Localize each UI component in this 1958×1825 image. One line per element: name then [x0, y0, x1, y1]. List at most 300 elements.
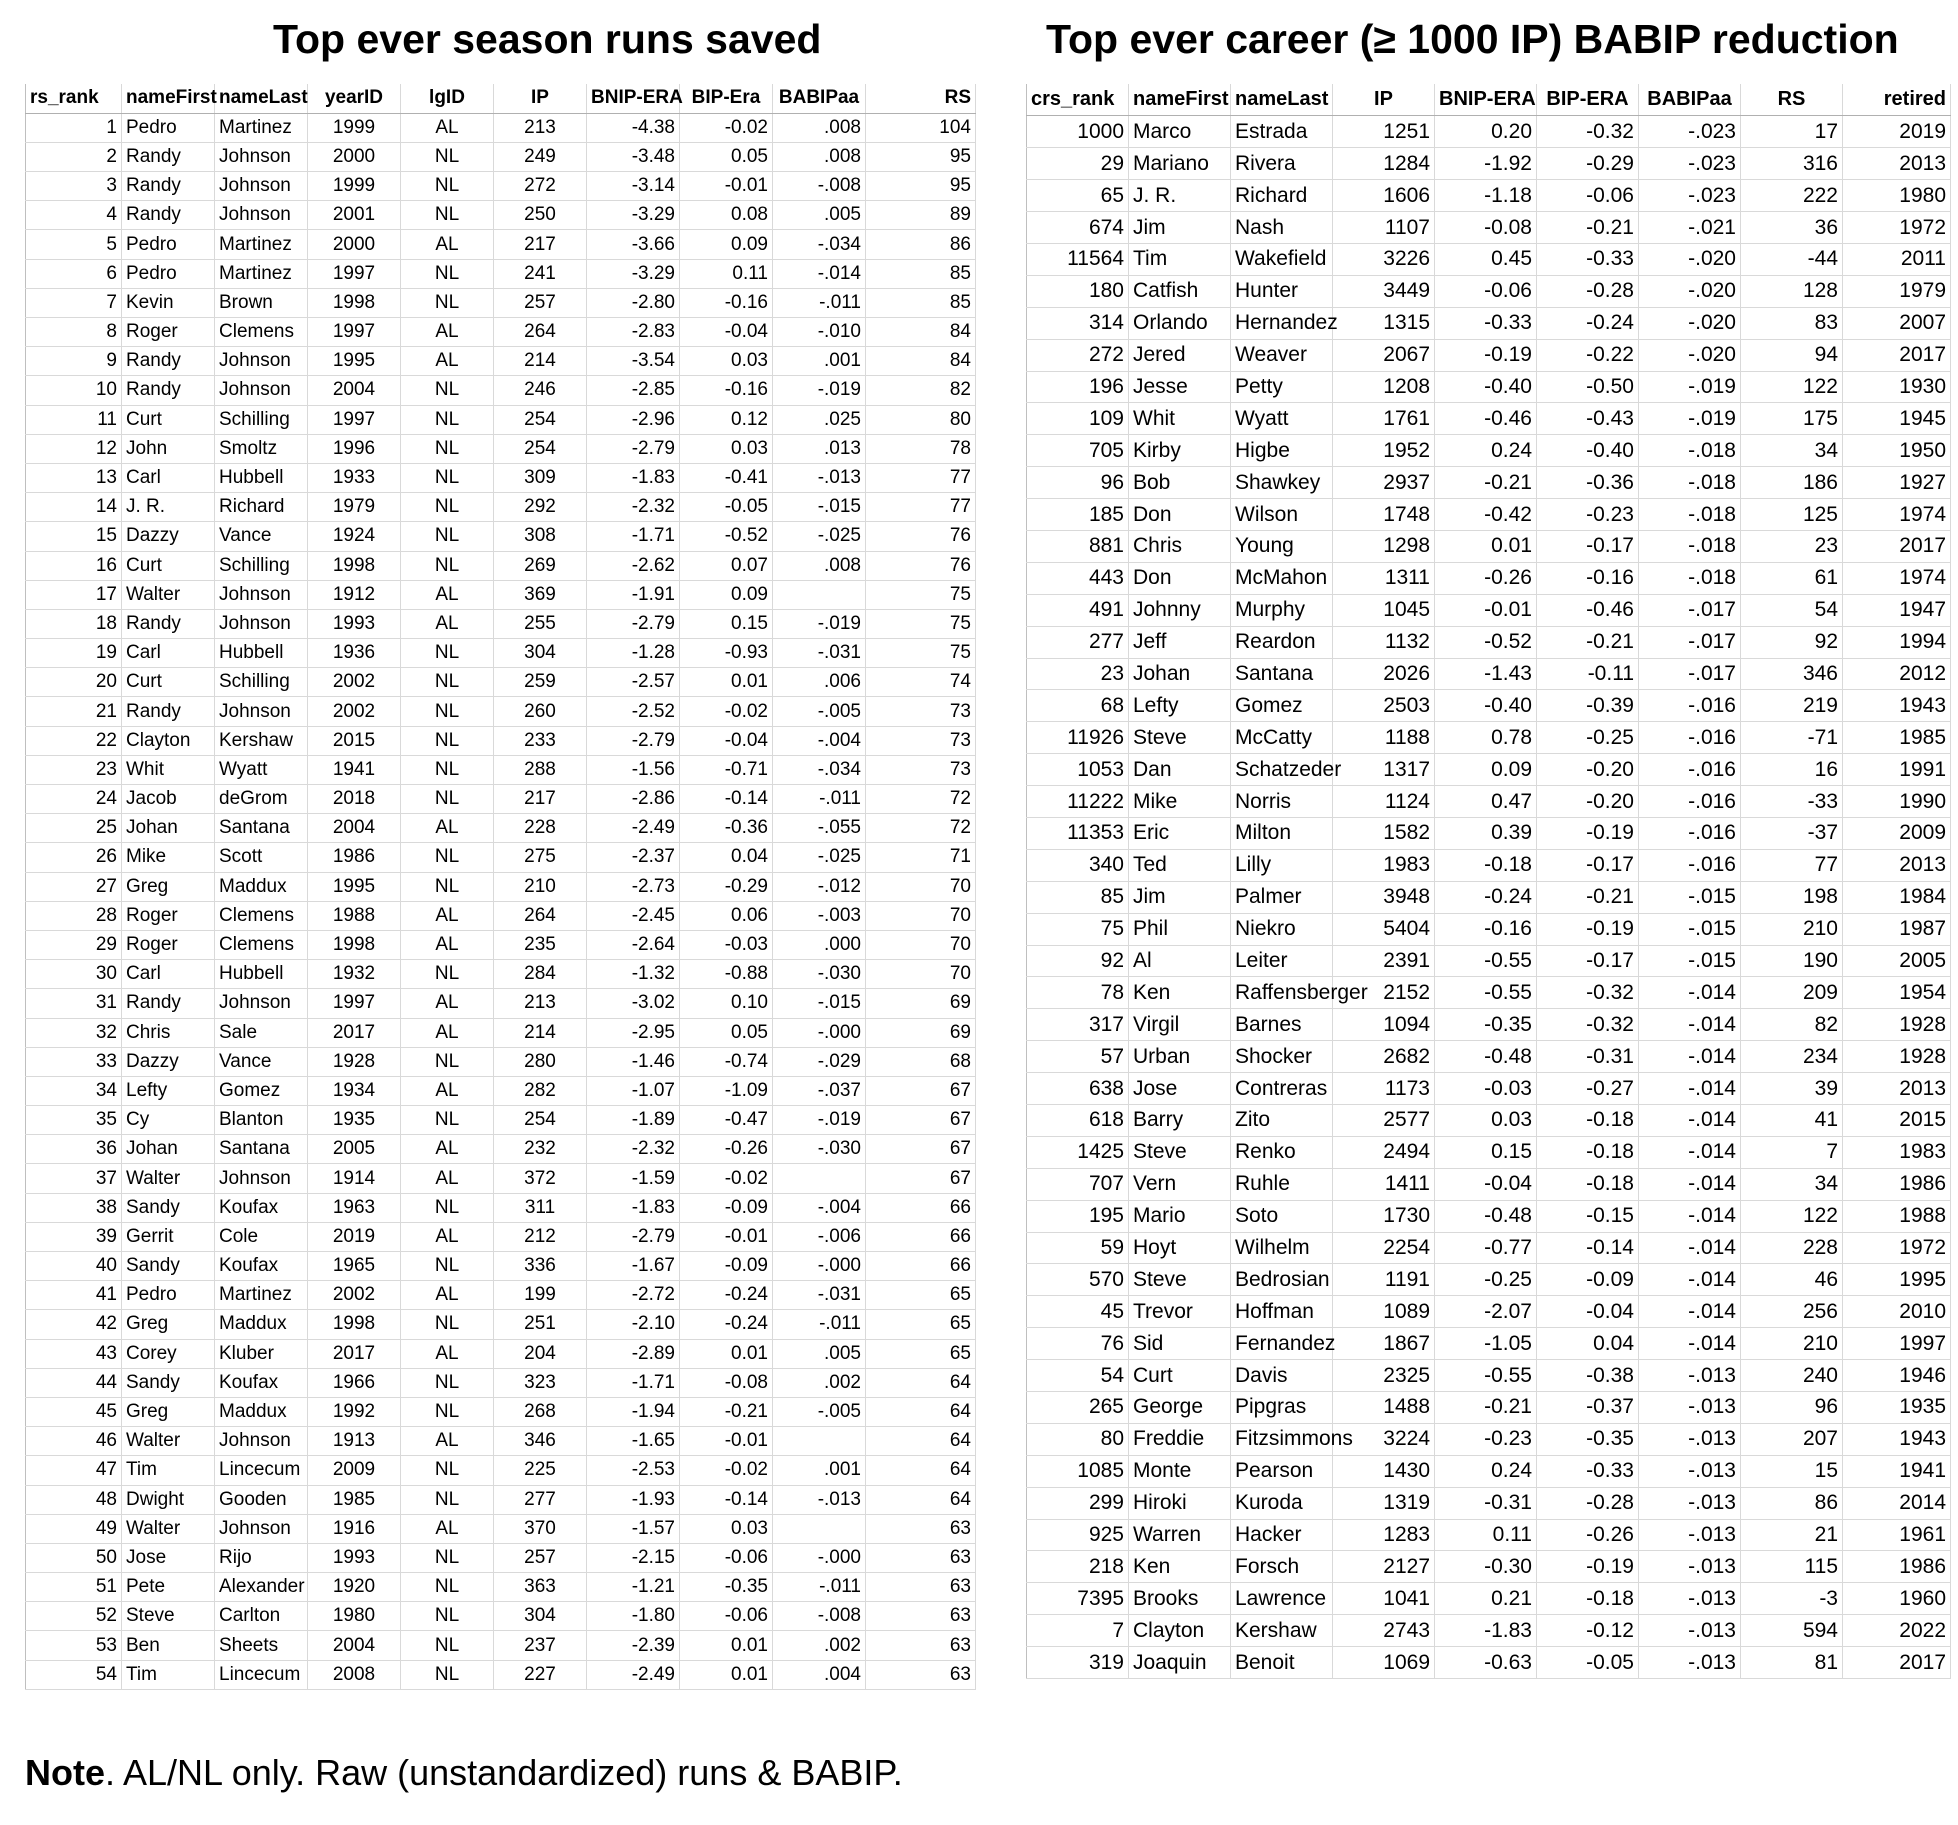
table-cell: -0.03	[1435, 1073, 1537, 1105]
table-cell: Estrada	[1231, 116, 1333, 148]
table-cell: -1.21	[587, 1573, 680, 1602]
table-cell: -0.02	[680, 1164, 773, 1193]
table-cell: -0.24	[1537, 307, 1639, 339]
table-cell: 76	[1027, 1328, 1129, 1360]
table-cell: McCatty	[1231, 722, 1333, 754]
table-cell: 2682	[1333, 1041, 1435, 1073]
table-cell: NL	[401, 1252, 494, 1281]
table-cell: AL	[401, 1135, 494, 1164]
table-row	[26, 639, 976, 668]
table-cell: AL	[401, 1427, 494, 1456]
table-cell: 17	[1741, 116, 1843, 148]
table-cell: Koufax	[215, 1252, 308, 1281]
table-cell: Vance	[215, 1047, 308, 1076]
table-cell: Roger	[122, 930, 215, 959]
table-row	[1027, 1455, 1951, 1487]
table-cell: -3.02	[587, 989, 680, 1018]
table-cell: Don	[1129, 499, 1231, 531]
table-cell: AL	[401, 113, 494, 142]
table-cell: NL	[401, 1573, 494, 1602]
table-row	[1027, 435, 1951, 467]
table-cell: 12	[26, 434, 122, 463]
table-cell: .008	[773, 113, 866, 142]
table-cell: Hoyt	[1129, 1232, 1231, 1264]
table-cell: 1053	[1027, 754, 1129, 786]
table-cell: -.037	[773, 1076, 866, 1105]
table-cell: 1927	[1843, 467, 1951, 499]
table-cell: 1124	[1333, 786, 1435, 818]
table-cell: 0.01	[1435, 530, 1537, 562]
table-cell: 7395	[1027, 1583, 1129, 1615]
table-cell: Eric	[1129, 817, 1231, 849]
table-cell: -2.49	[587, 814, 680, 843]
table-cell: Jim	[1129, 881, 1231, 913]
table-cell: 45	[1027, 1296, 1129, 1328]
table-cell: 1993	[308, 609, 401, 638]
table-cell: 41	[26, 1281, 122, 1310]
table-cell: -1.56	[587, 755, 680, 784]
table-cell: 1998	[308, 551, 401, 580]
table-row	[1027, 1615, 1951, 1647]
table-cell: -0.48	[1435, 1200, 1537, 1232]
table-cell: .005	[773, 1339, 866, 1368]
table-cell: 50	[26, 1543, 122, 1572]
table-cell: -1.80	[587, 1602, 680, 1631]
table-cell: Warren	[1129, 1519, 1231, 1551]
table-cell: -.055	[773, 814, 866, 843]
table-cell: -0.63	[1435, 1647, 1537, 1679]
column-header: nameFirst	[122, 84, 215, 113]
table-cell: 2004	[308, 376, 401, 405]
table-cell: -.010	[773, 318, 866, 347]
table-cell: 1920	[308, 1573, 401, 1602]
table-cell: 1995	[1843, 1264, 1951, 1296]
table-cell: 23	[26, 755, 122, 784]
table-cell: 0.20	[1435, 116, 1537, 148]
table-cell: NL	[401, 201, 494, 230]
table-cell: -2.15	[587, 1543, 680, 1572]
table-cell: -2.45	[587, 901, 680, 930]
table-cell: 14	[26, 493, 122, 522]
table-cell: 0.21	[1435, 1583, 1537, 1615]
table-cell: Jim	[1129, 212, 1231, 244]
table-cell: -1.71	[587, 522, 680, 551]
table-cell: 1188	[1333, 722, 1435, 754]
table-cell: -2.32	[587, 1135, 680, 1164]
table-cell: Carl	[122, 463, 215, 492]
table-cell: -3	[1741, 1583, 1843, 1615]
table-row	[26, 434, 976, 463]
table-cell: 255	[494, 609, 587, 638]
table-cell: Johnson	[215, 376, 308, 405]
table-cell: -0.21	[1537, 881, 1639, 913]
table-cell: 2743	[1333, 1615, 1435, 1647]
table-cell: 2004	[308, 1631, 401, 1660]
table-cell: 68	[1027, 690, 1129, 722]
table-cell: 36	[26, 1135, 122, 1164]
table-cell: 65	[1027, 180, 1129, 212]
table-cell: 1928	[1843, 1041, 1951, 1073]
table-cell: -0.55	[1435, 1360, 1537, 1392]
table-cell: 85	[866, 288, 976, 317]
table-cell: Vern	[1129, 1168, 1231, 1200]
table-cell: -.012	[773, 872, 866, 901]
table-cell: -44	[1741, 243, 1843, 275]
table-cell: 59	[1027, 1232, 1129, 1264]
table-cell: -0.08	[1435, 212, 1537, 244]
table-row	[26, 609, 976, 638]
table-cell: NL	[401, 463, 494, 492]
table-cell: 35	[26, 1106, 122, 1135]
table-cell: 84	[866, 318, 976, 347]
table-cell: Roger	[122, 901, 215, 930]
table-cell: 219	[1741, 690, 1843, 722]
table-cell: 1936	[308, 639, 401, 668]
table-cell: 29	[1027, 148, 1129, 180]
table-cell: -.014	[1639, 1009, 1741, 1041]
career-babip-reduction-title: Top ever career (≥ 1000 IP) BABIP reduction	[1046, 16, 1899, 62]
table-cell: AL	[401, 930, 494, 959]
table-cell: Richard	[1231, 180, 1333, 212]
table-cell: 304	[494, 1602, 587, 1631]
table-cell: 82	[1741, 1009, 1843, 1041]
table-cell: 0.09	[680, 230, 773, 259]
table-row	[1027, 817, 1951, 849]
table-cell: 207	[1741, 1423, 1843, 1455]
table-cell: Phil	[1129, 913, 1231, 945]
table-cell: -0.14	[1537, 1232, 1639, 1264]
table-row	[1027, 1041, 1951, 1073]
table-cell: AL	[401, 989, 494, 1018]
table-cell: -.004	[773, 1193, 866, 1222]
table-cell: 1997	[308, 259, 401, 288]
table-cell: Contreras	[1231, 1073, 1333, 1105]
table-cell: 69	[866, 1018, 976, 1047]
table-cell: -1.83	[1435, 1615, 1537, 1647]
table-cell: -.016	[1639, 754, 1741, 786]
table-cell: NL	[401, 1543, 494, 1572]
column-header: lgID	[401, 84, 494, 113]
table-cell: Niekro	[1231, 913, 1333, 945]
table-row	[26, 230, 976, 259]
table-cell: 346	[494, 1427, 587, 1456]
table-cell: 30	[26, 960, 122, 989]
table-cell: .008	[773, 142, 866, 171]
table-cell: -3.48	[587, 142, 680, 171]
table-cell: 18	[26, 609, 122, 638]
table-cell: -0.93	[680, 639, 773, 668]
table-cell: 275	[494, 843, 587, 872]
table-row	[1027, 1392, 1951, 1424]
table-row	[26, 376, 976, 405]
table-cell: -.015	[773, 989, 866, 1018]
table-cell: -0.21	[1435, 1392, 1537, 1424]
table-cell: 204	[494, 1339, 587, 1368]
table-cell: Carlton	[215, 1602, 308, 1631]
table-cell: 23	[1027, 658, 1129, 690]
table-cell: -0.09	[680, 1252, 773, 1281]
table-cell: 43	[26, 1339, 122, 1368]
table-cell: Joaquin	[1129, 1647, 1231, 1679]
table-cell: -0.18	[1537, 1168, 1639, 1200]
table-cell: 45	[26, 1397, 122, 1426]
table-cell: 1730	[1333, 1200, 1435, 1232]
table-cell: 1045	[1333, 594, 1435, 626]
table-cell: Lilly	[1231, 849, 1333, 881]
table-cell: Norris	[1231, 786, 1333, 818]
table-cell: 0.08	[680, 201, 773, 230]
table-cell: Johnson	[215, 609, 308, 638]
table-cell: 49	[26, 1514, 122, 1543]
table-cell: -0.17	[1537, 849, 1639, 881]
table-cell: Santana	[215, 1135, 308, 1164]
table-cell: 25	[26, 814, 122, 843]
table-cell: Cole	[215, 1222, 308, 1251]
table-cell: 233	[494, 726, 587, 755]
table-cell: -0.20	[1537, 786, 1639, 818]
table-cell: 1298	[1333, 530, 1435, 562]
table-cell: 237	[494, 1631, 587, 1660]
table-row	[1027, 1583, 1951, 1615]
table-cell: Ken	[1129, 1551, 1231, 1583]
table-cell: -0.26	[680, 1135, 773, 1164]
table-cell: Kershaw	[1231, 1615, 1333, 1647]
table-cell: 2019	[308, 1222, 401, 1251]
table-cell: -0.06	[1537, 180, 1639, 212]
table-cell: 2005	[308, 1135, 401, 1164]
table-cell: -.008	[773, 172, 866, 201]
table-cell: Fernandez	[1231, 1328, 1333, 1360]
table-cell: 1997	[1843, 1328, 1951, 1360]
table-cell: Johnson	[215, 989, 308, 1018]
table-cell: 1945	[1843, 403, 1951, 435]
table-cell: 1315	[1333, 307, 1435, 339]
table-cell: 1987	[1843, 913, 1951, 945]
table-cell: 1997	[308, 989, 401, 1018]
table-cell: -2.39	[587, 1631, 680, 1660]
table-row	[1027, 913, 1951, 945]
column-header: yearID	[308, 84, 401, 113]
table-cell: -0.20	[1537, 754, 1639, 786]
table-cell: Brown	[215, 288, 308, 317]
table-cell: 1284	[1333, 148, 1435, 180]
table-cell: Corey	[122, 1339, 215, 1368]
table-cell: -.014	[773, 259, 866, 288]
table-cell: -0.18	[1537, 1583, 1639, 1615]
table-cell: Bedrosian	[1231, 1264, 1333, 1296]
table-cell: 0.45	[1435, 243, 1537, 275]
table-cell: 46	[26, 1427, 122, 1456]
table-cell: 1319	[1333, 1487, 1435, 1519]
table-cell: Whit	[1129, 403, 1231, 435]
table-cell: -0.04	[680, 726, 773, 755]
table-cell: -71	[1741, 722, 1843, 754]
table-cell: 0.24	[1435, 1455, 1537, 1487]
table-cell: Murphy	[1231, 594, 1333, 626]
table-cell: -.023	[1639, 116, 1741, 148]
table-cell: 128	[1741, 275, 1843, 307]
table-cell: Nash	[1231, 212, 1333, 244]
table-cell: -.017	[1639, 626, 1741, 658]
table-cell: NL	[401, 1310, 494, 1339]
table-cell: Reardon	[1231, 626, 1333, 658]
table-cell: 66	[866, 1252, 976, 1281]
table-cell: -0.32	[1537, 977, 1639, 1009]
table-cell: 70	[866, 901, 976, 930]
table-row	[1027, 1551, 1951, 1583]
table-row	[26, 960, 976, 989]
table-cell: -.014	[1639, 1168, 1741, 1200]
table-cell: Raffensberger	[1231, 977, 1333, 1009]
table-cell: 195	[1027, 1200, 1129, 1232]
table-cell: Leiter	[1231, 945, 1333, 977]
table-cell: -.025	[773, 522, 866, 551]
table-cell: 0.39	[1435, 817, 1537, 849]
table-cell: 77	[866, 463, 976, 492]
table-cell: -.013	[773, 463, 866, 492]
table-cell: -0.88	[680, 960, 773, 989]
table-cell: 63	[866, 1573, 976, 1602]
table-cell: NL	[401, 522, 494, 551]
column-header: BABIPaa	[1639, 84, 1741, 116]
table-cell: Barry	[1129, 1105, 1231, 1137]
table-cell: .025	[773, 405, 866, 434]
table-cell: 47	[26, 1456, 122, 1485]
table-cell	[773, 580, 866, 609]
table-row	[26, 697, 976, 726]
table-cell: Barnes	[1231, 1009, 1333, 1041]
table-cell: 1999	[308, 172, 401, 201]
table-row	[26, 1660, 976, 1689]
table-row	[26, 113, 976, 142]
table-cell: NL	[401, 172, 494, 201]
table-cell: -0.19	[1435, 339, 1537, 371]
table-cell: 1992	[308, 1397, 401, 1426]
table-row	[1027, 1105, 1951, 1137]
table-cell: Johnny	[1129, 594, 1231, 626]
table-cell: -0.29	[680, 872, 773, 901]
table-cell: Dwight	[122, 1485, 215, 1514]
table-cell: -0.55	[1435, 977, 1537, 1009]
table-cell: 1950	[1843, 435, 1951, 467]
table-cell: Jose	[122, 1543, 215, 1572]
table-cell: McMahon	[1231, 562, 1333, 594]
table-cell: -1.83	[587, 1193, 680, 1222]
table-cell: Higbe	[1231, 435, 1333, 467]
table-row	[26, 1252, 976, 1281]
table-cell: Pipgras	[1231, 1392, 1333, 1424]
table-cell: 0.15	[680, 609, 773, 638]
table-cell: -0.37	[1537, 1392, 1639, 1424]
table-cell: 1928	[308, 1047, 401, 1076]
table-cell: Tim	[122, 1456, 215, 1485]
table-cell: 64	[866, 1456, 976, 1485]
table-cell: 268	[494, 1397, 587, 1426]
table-cell: 2010	[1843, 1296, 1951, 1328]
table-cell: -3.54	[587, 347, 680, 376]
table-cell: -0.03	[680, 930, 773, 959]
table-cell: -0.27	[1537, 1073, 1639, 1105]
table-cell: Johan	[1129, 658, 1231, 690]
table-cell: 1995	[308, 347, 401, 376]
table-cell: 73	[866, 755, 976, 784]
table-row	[1027, 1423, 1951, 1455]
table-cell: -1.83	[587, 463, 680, 492]
table-cell: 63	[866, 1602, 976, 1631]
table-cell: 63	[866, 1514, 976, 1543]
table-row	[1027, 754, 1951, 786]
table-cell: Lincecum	[215, 1456, 308, 1485]
table-cell: 104	[866, 113, 976, 142]
table-cell: Tim	[122, 1660, 215, 1689]
table-row	[26, 1368, 976, 1397]
table-cell: -2.73	[587, 872, 680, 901]
table-cell: Koufax	[215, 1193, 308, 1222]
table-cell: AL	[401, 1514, 494, 1543]
table-cell: Ken	[1129, 977, 1231, 1009]
table-cell: 925	[1027, 1519, 1129, 1551]
table-cell: 86	[866, 230, 976, 259]
table-cell: 66	[866, 1193, 976, 1222]
table-cell: Hernandez	[1231, 307, 1333, 339]
table-cell: 2000	[308, 230, 401, 259]
table-cell: 225	[494, 1456, 587, 1485]
table-cell: 259	[494, 668, 587, 697]
table-row	[26, 1047, 976, 1076]
table-cell: 1191	[1333, 1264, 1435, 1296]
table-cell: 2127	[1333, 1551, 1435, 1583]
table-cell: Walter	[122, 1427, 215, 1456]
table-cell: 10	[26, 376, 122, 405]
table-cell: 3	[26, 172, 122, 201]
table-cell: 175	[1741, 403, 1843, 435]
table-cell: -0.55	[1435, 945, 1537, 977]
table-header-row	[26, 84, 976, 113]
table-cell: 0.03	[1435, 1105, 1537, 1137]
table-cell: 2152	[1333, 977, 1435, 1009]
table-cell: 7	[1741, 1136, 1843, 1168]
table-cell: -0.01	[680, 1222, 773, 1251]
table-cell: 16	[26, 551, 122, 580]
table-cell: -.019	[1639, 371, 1741, 403]
table-cell: -0.46	[1435, 403, 1537, 435]
table-cell: -0.24	[680, 1310, 773, 1339]
table-cell: .000	[773, 930, 866, 959]
table-row	[26, 405, 976, 434]
column-header: IP	[494, 84, 587, 113]
table-cell: -.018	[1639, 530, 1741, 562]
table-cell: 280	[494, 1047, 587, 1076]
table-cell: 109	[1027, 403, 1129, 435]
table-cell: -1.43	[1435, 658, 1537, 690]
table-cell: AL	[401, 230, 494, 259]
table-cell: 0.05	[680, 1018, 773, 1047]
table-row	[1027, 243, 1951, 275]
table-row	[1027, 116, 1951, 148]
table-cell: Vance	[215, 522, 308, 551]
table-cell: 1966	[308, 1368, 401, 1397]
table-cell: Randy	[122, 697, 215, 726]
table-cell: Smoltz	[215, 434, 308, 463]
table-cell: -0.33	[1537, 1455, 1639, 1487]
table-cell: Sandy	[122, 1193, 215, 1222]
table-cell: AL	[401, 814, 494, 843]
table-cell: 180	[1027, 275, 1129, 307]
table-cell: 2503	[1333, 690, 1435, 722]
table-cell: -3.14	[587, 172, 680, 201]
table-row	[26, 142, 976, 171]
table-cell: -.023	[1639, 148, 1741, 180]
